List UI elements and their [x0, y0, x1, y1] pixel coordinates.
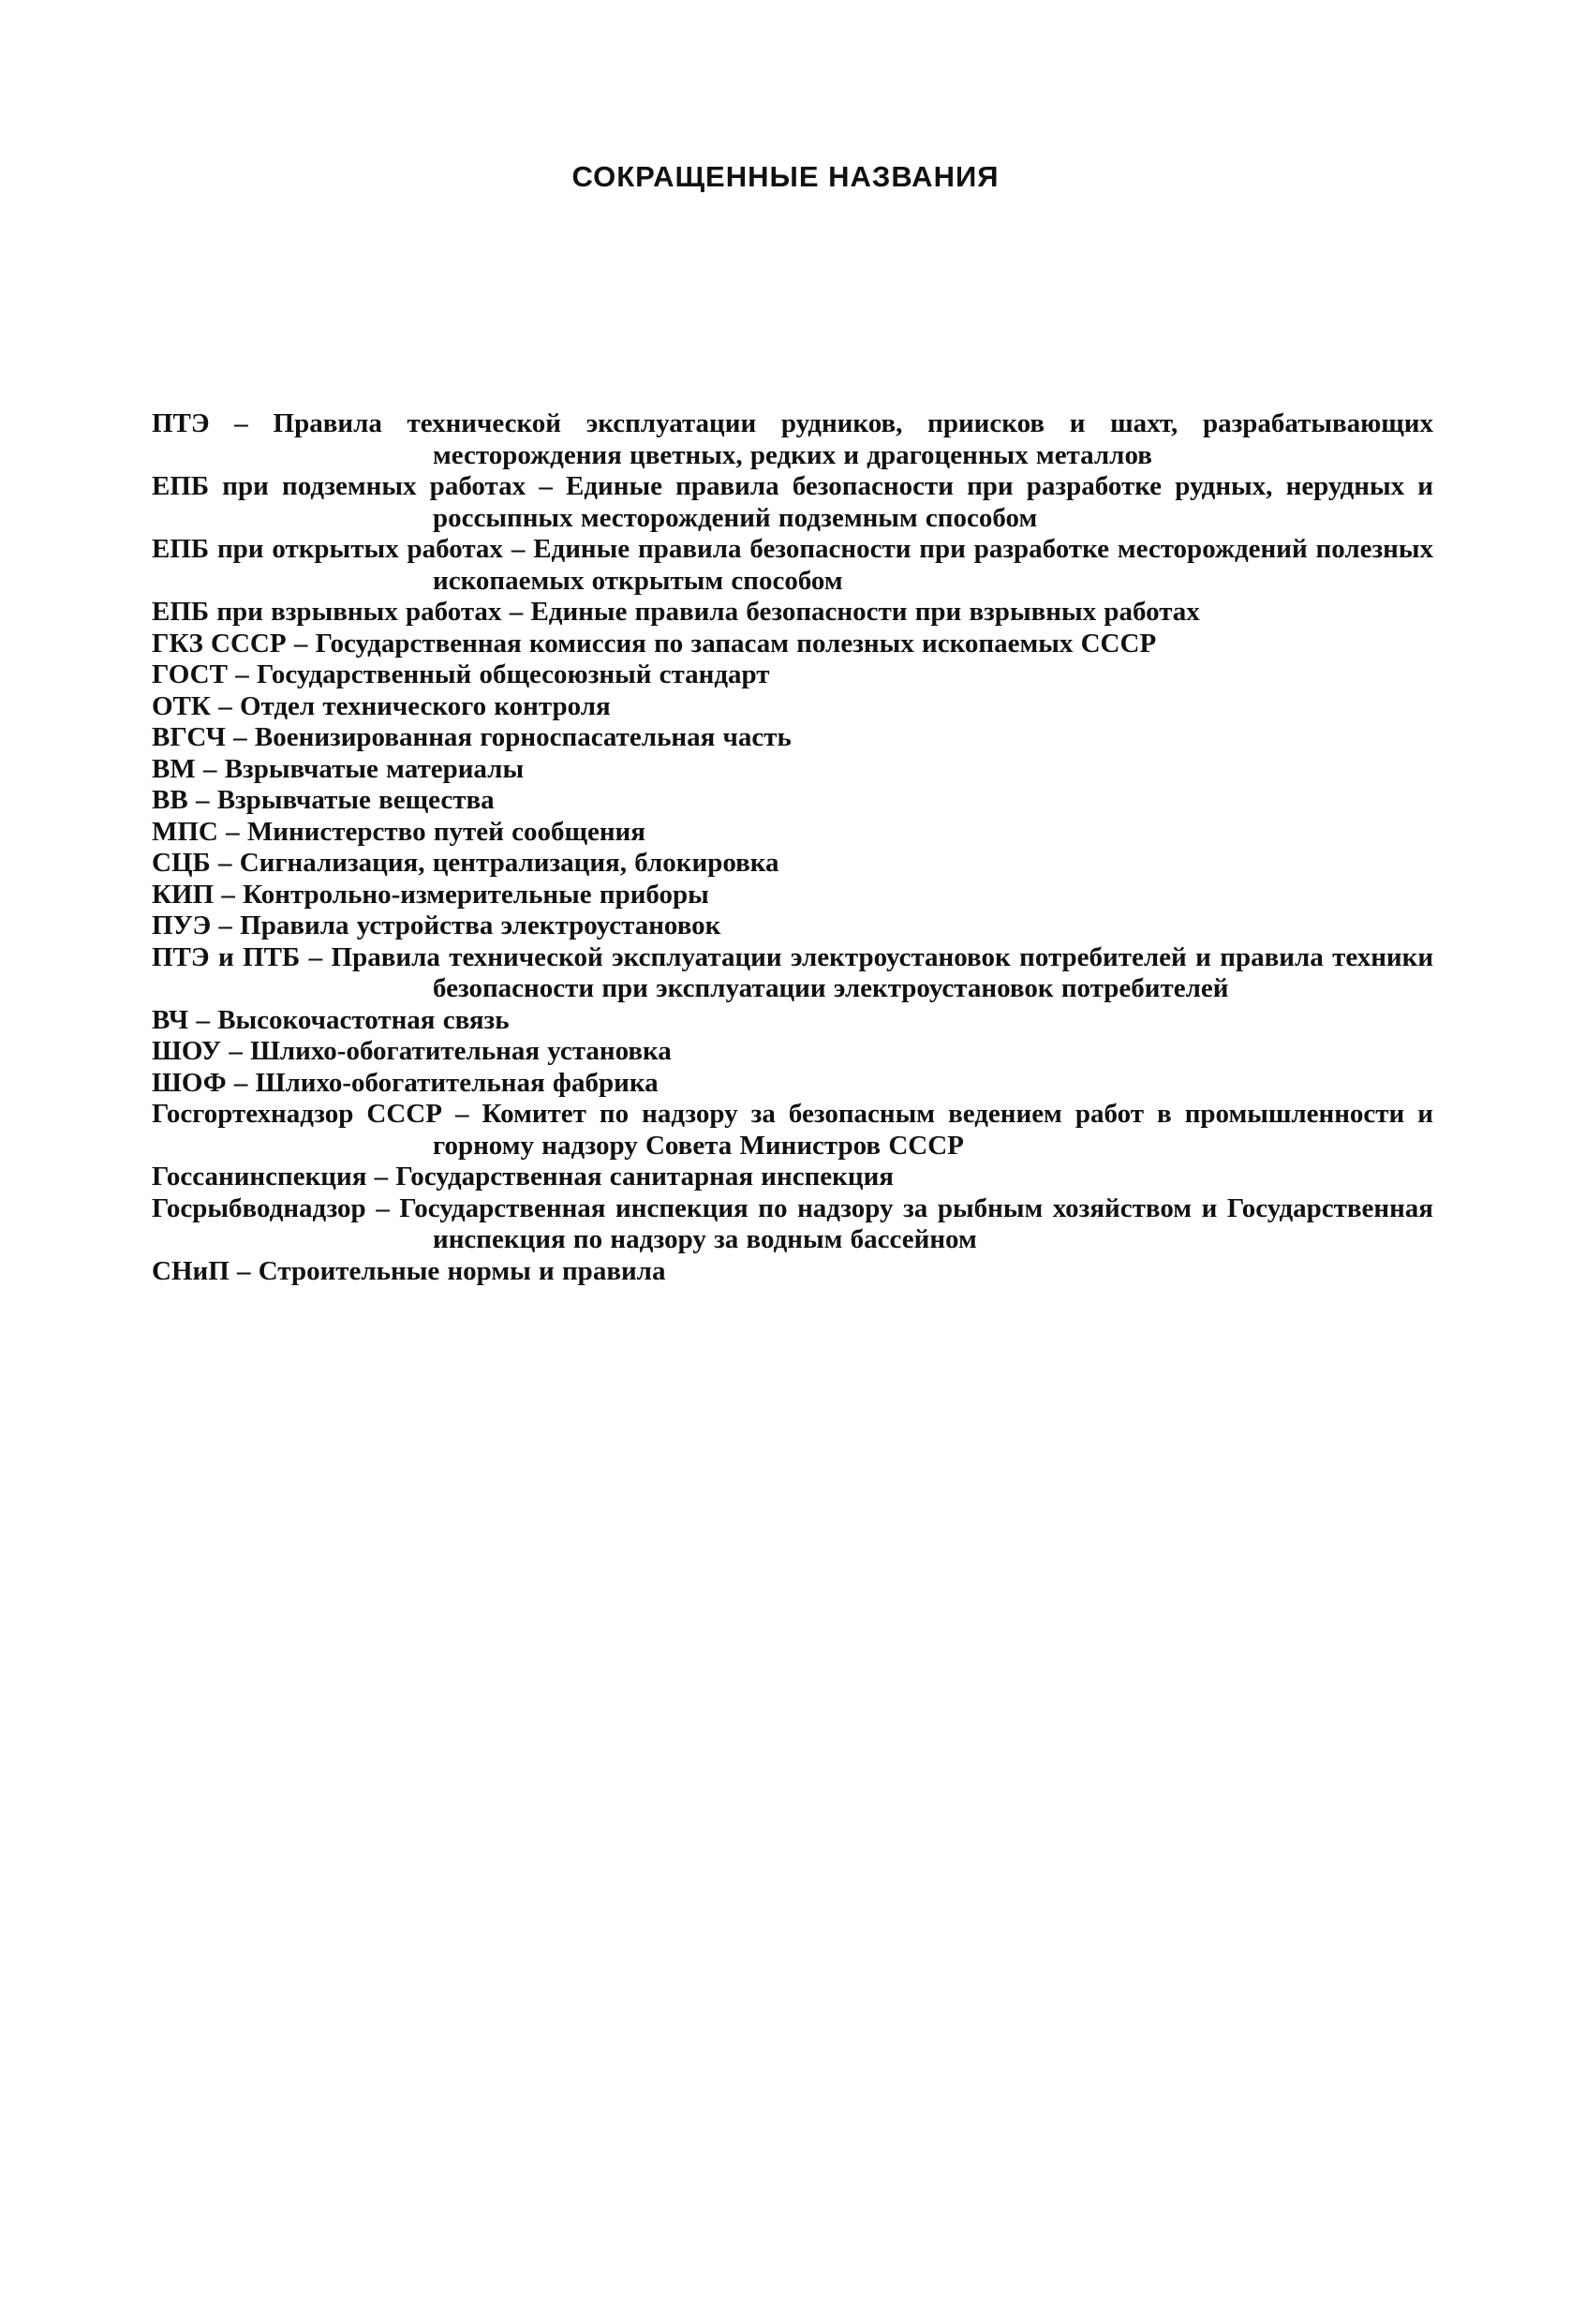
abbreviation-entry: [152, 1193, 1433, 1256]
abbreviation-definition: Государственный общесоюзный стандарт: [256, 659, 770, 689]
abbreviation-entry: [152, 722, 1433, 754]
dash-separator: –: [235, 659, 249, 689]
abbreviation-list: [152, 408, 1433, 1287]
abbreviation-definition: Взрывчатые вещества: [216, 785, 495, 815]
dash-separator: –: [374, 1162, 389, 1192]
abbreviation-entry: [152, 629, 1433, 660]
dash-separator: –: [237, 1255, 251, 1286]
abbreviation-entry: [152, 880, 1433, 911]
abbreviation-definition: Шлихо-обогатительная установка: [250, 1036, 672, 1066]
abbreviation-entry: [152, 1256, 1433, 1288]
abbreviation-term: ВМ: [152, 753, 196, 784]
page-title: СОКРАЩЕННЫЕ НАЗВАНИЯ: [571, 159, 1000, 193]
abbreviation-term: ВВ: [152, 785, 188, 815]
dash-separator: –: [233, 722, 247, 752]
abbreviation-entry: [152, 1005, 1433, 1037]
dash-separator: –: [539, 471, 553, 501]
abbreviation-term: МПС: [152, 816, 218, 847]
dash-separator: –: [308, 941, 323, 972]
dash-separator: –: [202, 753, 217, 784]
abbreviation-entry: [152, 848, 1433, 880]
abbreviation-entry: [152, 754, 1433, 786]
abbreviation-entry: [152, 659, 1433, 691]
abbreviation-entry: [152, 1068, 1433, 1100]
abbreviation-entry: [152, 817, 1433, 849]
abbreviation-entry: [152, 942, 1433, 1005]
abbreviation-definition: Правила технической эксплуатации электроустановок потребителей и правила техники безопасности при эксплуатации электроустановок потребителей: [331, 941, 1434, 1003]
dash-separator: –: [233, 1067, 248, 1098]
abbreviation-term: ПТЭ: [152, 408, 210, 438]
abbreviation-definition: Сигнализация, централизация, блокировка: [239, 848, 779, 878]
abbreviation-term: ШОФ: [152, 1067, 227, 1098]
dash-separator: –: [195, 785, 210, 815]
abbreviation-definition: Правила технической эксплуатации рудников, приисков и шахт, разрабатывающих месторождения цветных, редких и драгоценных металлов: [273, 408, 1434, 470]
abbreviation-entry: [152, 1099, 1433, 1162]
abbreviation-definition: Строительные нормы и правила: [258, 1255, 666, 1286]
abbreviation-term: ШОУ: [152, 1036, 222, 1066]
abbreviation-term: ЕПБ при открытых работах: [152, 534, 503, 564]
abbreviation-definition: Военизированная горноспасательная часть: [254, 722, 792, 752]
abbreviation-term: ГОСТ: [152, 659, 228, 689]
abbreviation-definition: Отдел технического контроля: [239, 690, 611, 721]
dash-separator: –: [509, 597, 524, 627]
abbreviation-entry: [152, 471, 1433, 534]
abbreviation-term: ОТК: [152, 690, 211, 721]
abbreviation-definition: Единые правила безопасности при взрывных работах: [530, 597, 1200, 627]
abbreviation-term: СНиП: [152, 1255, 230, 1286]
abbreviation-definition: Правила устройства электроустановок: [240, 910, 721, 940]
dash-separator: –: [217, 848, 232, 878]
dash-separator: –: [218, 910, 232, 940]
abbreviation-definition: Государственная санитарная инспекция: [395, 1162, 894, 1192]
abbreviation-term: ГКЗ СССР: [152, 628, 287, 659]
dash-separator: –: [229, 1036, 243, 1066]
abbreviation-term: Госсанинспекция: [152, 1162, 367, 1192]
abbreviation-term: СЦБ: [152, 848, 211, 878]
abbreviation-definition: Контрольно-измерительные приборы: [243, 879, 709, 910]
abbreviation-definition: Комитет по надзору за безопасным ведением работ в промышленности и горному надзору Совета Министров СССР: [433, 1099, 1434, 1161]
abbreviation-entry: [152, 534, 1433, 597]
abbreviation-term: ПУЭ: [152, 910, 212, 940]
dash-separator: –: [221, 879, 235, 910]
abbreviation-entry: [152, 785, 1433, 817]
abbreviation-definition: Министерство путей сообщения: [246, 816, 645, 847]
dash-separator: –: [196, 1004, 210, 1035]
abbreviation-entry: [152, 1036, 1433, 1068]
abbreviation-definition: Государственная инспекция по надзору за рыбным хозяйством и Государственная инспекция по надзору за водным бассейном: [399, 1192, 1433, 1254]
abbreviation-term: ЕПБ при взрывных работах: [152, 597, 502, 627]
dash-separator: –: [226, 816, 240, 847]
dash-separator: –: [234, 408, 248, 438]
abbreviation-term: ВГСЧ: [152, 722, 226, 752]
abbreviation-term: Госгортехнадзор СССР: [152, 1099, 442, 1129]
abbreviation-definition: Шлихо-обогатительная фабрика: [255, 1067, 659, 1098]
abbreviation-entry: [152, 597, 1433, 629]
dash-separator: –: [376, 1192, 390, 1223]
dash-separator: –: [454, 1099, 469, 1129]
abbreviation-definition: Государственная комиссия по запасам полезных ископаемых СССР: [315, 628, 1157, 659]
abbreviation-definition: Высокочастотная связь: [217, 1004, 510, 1035]
dash-separator: –: [511, 534, 526, 564]
abbreviation-definition: Взрывчатые материалы: [224, 753, 525, 784]
abbreviation-entry: [152, 691, 1433, 723]
dash-separator: –: [293, 628, 308, 659]
abbreviation-entry: [152, 910, 1433, 942]
abbreviation-entry: [152, 1162, 1433, 1193]
dash-separator: –: [218, 690, 232, 721]
abbreviation-term: ЕПБ при подземных работах: [152, 471, 526, 501]
abbreviation-term: ПТЭ и ПТБ: [152, 941, 301, 972]
abbreviation-term: КИП: [152, 879, 215, 910]
abbreviation-definition: Единые правила безопасности при разработке рудных, нерудных и россыпных месторождений подземным способом: [433, 471, 1434, 533]
abbreviation-term: Госрыбводнадзор: [152, 1192, 366, 1223]
abbreviation-entry: [152, 408, 1433, 471]
abbreviation-definition: Единые правила безопасности при разработке месторождений полезных ископаемых открытым способом: [433, 534, 1434, 596]
abbreviation-term: ВЧ: [152, 1004, 189, 1035]
